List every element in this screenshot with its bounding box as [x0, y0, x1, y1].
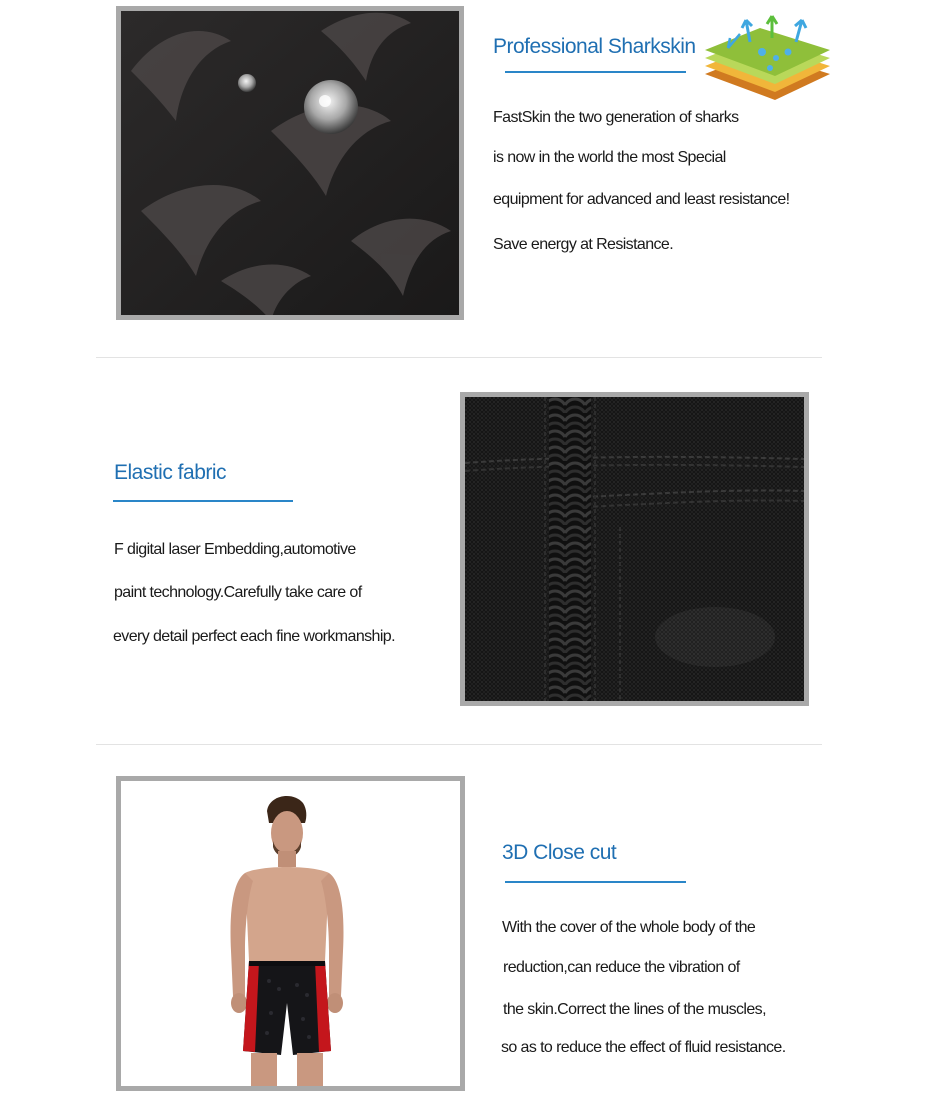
- sharkskin-text-line: equipment for advanced and least resistance!: [493, 191, 790, 208]
- sharkskin-fabric-illustration: [121, 11, 459, 315]
- sharkskin-fabric-image: [121, 11, 459, 315]
- section-heading-sharkskin: Professional Sharkskin: [493, 35, 696, 58]
- close-cut-text-line: the skin.Correct the lines of the muscles,: [503, 1001, 766, 1018]
- heading-underline-close-cut: [505, 881, 686, 883]
- heading-underline-elastic-fabric: [113, 500, 293, 502]
- section-heading-elastic-fabric: Elastic fabric: [114, 461, 227, 484]
- model-photo-frame: [116, 776, 465, 1091]
- elastic-text-line: every detail perfect each fine workmanship.: [113, 628, 395, 645]
- elastic-text-line: F digital laser Embedding,automotive: [114, 541, 356, 558]
- layered-fabric-icon: [700, 12, 835, 117]
- section-divider: [96, 744, 822, 745]
- heading-underline-sharkskin: [505, 71, 686, 73]
- sharkskin-text-line: is now in the world the most Special: [493, 149, 726, 166]
- fabric-stitch-image: [465, 397, 804, 701]
- elastic-text-line: paint technology.Carefully take care of: [114, 584, 362, 601]
- section-divider: [96, 357, 822, 358]
- section-heading-close-cut: 3D Close cut: [502, 841, 617, 864]
- sharkskin-text-line: FastSkin the two generation of sharks: [493, 109, 739, 126]
- fabric-stitch-illustration: [465, 397, 804, 701]
- sharkskin-text-line: Save energy at Resistance.: [493, 236, 674, 253]
- sharkskin-photo-frame: [116, 6, 464, 320]
- swimmer-model-illustration: [121, 781, 460, 1086]
- model-image: [121, 781, 460, 1086]
- fabric-stitch-photo-frame: [460, 392, 809, 706]
- close-cut-text-line: reduction,can reduce the vibration of: [503, 959, 740, 976]
- close-cut-text-line: With the cover of the whole body of the: [502, 919, 756, 936]
- close-cut-text-line: so as to reduce the effect of fluid resistance.: [501, 1039, 786, 1056]
